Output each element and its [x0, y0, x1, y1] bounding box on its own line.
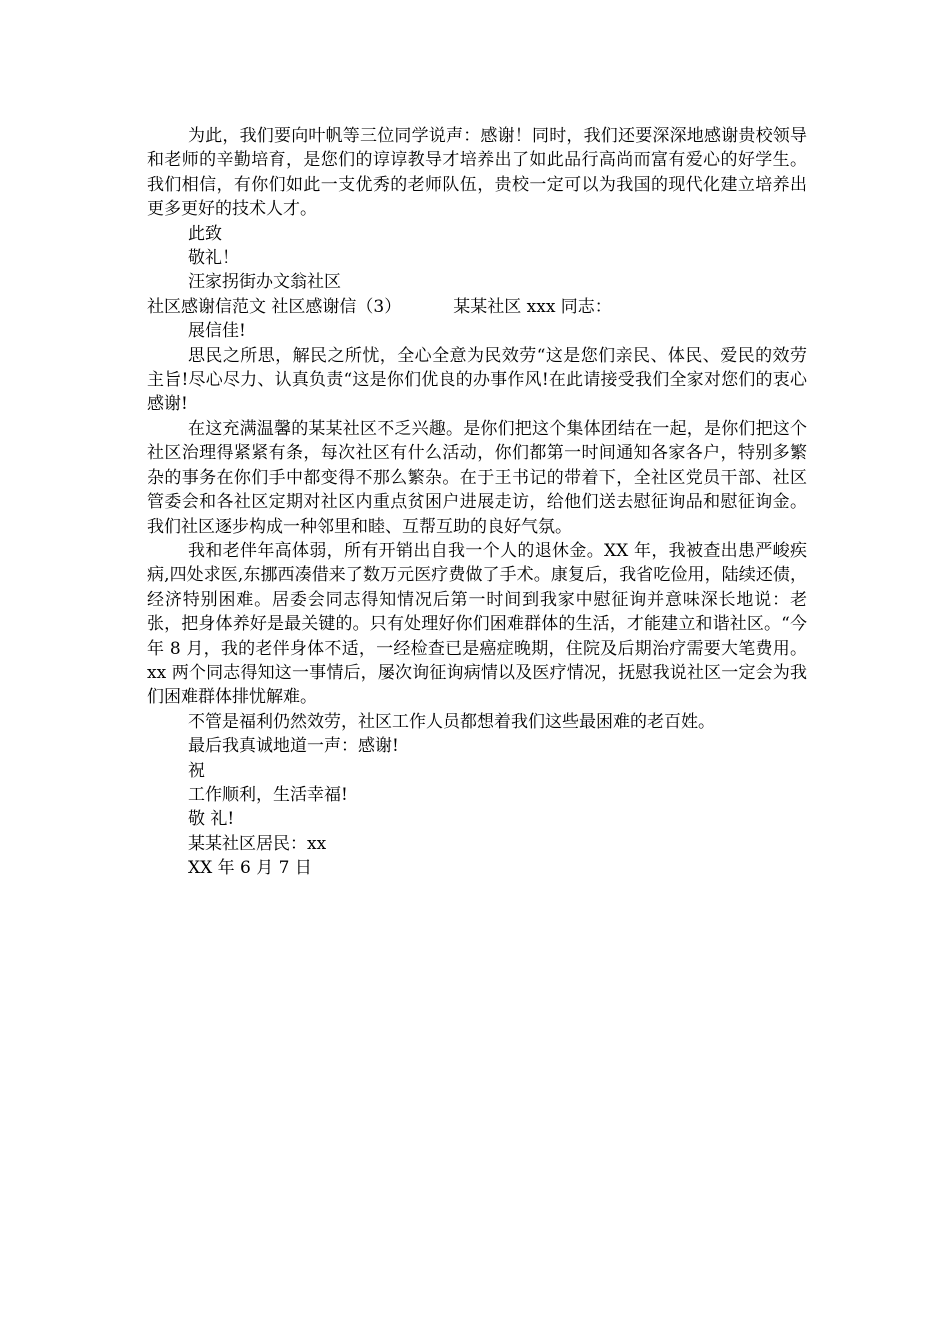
letter2-opening: 展信佳!	[188, 321, 246, 342]
letter1-signature: 汪家拐街办文翁社区	[188, 272, 341, 293]
letter2-thanks: 最后我真诚地道一声：感谢!	[188, 736, 399, 757]
letter2-salute: 敬 礼!	[188, 809, 235, 830]
letter2-wish-intro: 祝	[188, 760, 205, 781]
document-body	[147, 124, 807, 881]
letter2-paragraph-3: 我和老伴年高体弱，所有开销出自我一个人的退休金。XX 年，我被查出患严峻疾病,四处求医,东挪西凑借来了数万元医疗费做了手术。康复后，我省吃俭用，陆续还债，经济特别困难。居委会同志得知情况后第一时间到我家中慰征询并意味深长地说：老张，把身体养好是最关键的。只有处理好你们困难群体的生活，才能建立和谐社区。“今年 8 月，我的老伴身体不适，一经检查已是癌症晚期，住院及后期治疗需要大笔费用。xx 两个同志得知这一事情后，屡次询征询病情以及医疗情况，抚慰我说社区一定会为我们困难群体排忧解难。	[147, 540, 807, 708]
letter2-paragraph-1: 思民之所思，解民之所忧，全心全意为民效劳“这是您们亲民、体民、爱民的效劳主旨!尽心尽力、认真负责“这是你们优良的办事作风!在此请接受我们全家对您们的衷心感谢!	[147, 345, 807, 415]
letter2-heading: 社区感谢信范文 社区感谢信（3）	[147, 296, 402, 317]
letter2-paragraph-2: 在这充满温馨的某某社区不乏兴趣。是你们把这个集体团结在一起，是你们把这个社区治理得紧紧有条，每次社区有什么活动，你们都第一时间通知各家各户，特别多繁杂的事务在你们手中都变得不那么繁杂。在于王书记的带着下，全社区党员干部、社区管委会和各社区定期对社区内重点贫困户进展走访，给他们送去慰征询品和慰征询金。我们社区逐步构成一种邻里和睦、互帮互助的良好气氛。	[147, 418, 807, 537]
letter2-greeting: 某某社区 xxx 同志：	[453, 296, 612, 317]
letter1-salute: 敬礼！	[188, 248, 239, 269]
letter2-signature: 某某社区居民：xx	[188, 833, 327, 854]
letter2-paragraph-4: 不管是福利仍然效劳，社区工作人员都想着我们这些最困难的老百姓。	[188, 711, 715, 732]
letter2-heading-line	[147, 295, 807, 319]
letter2-wish: 工作顺利，生活幸福!	[188, 784, 348, 805]
letter1-paragraph: 为此，我们要向叶帆等三位同学说声：感谢！同时，我们还要深深地感谢贵校领导和老师的辛勤培育，是您们的谆谆教导才培养出了如此品行高尚而富有爱心的好学生。我们相信，有你们如此一支优秀的老师队伍，贵校一定可以为我国的现代化建立培养出更多更好的技术人才。	[147, 126, 807, 220]
letter1-closing: 此致	[188, 223, 222, 244]
letter2-date: XX 年 6 月 7 日	[188, 858, 312, 879]
